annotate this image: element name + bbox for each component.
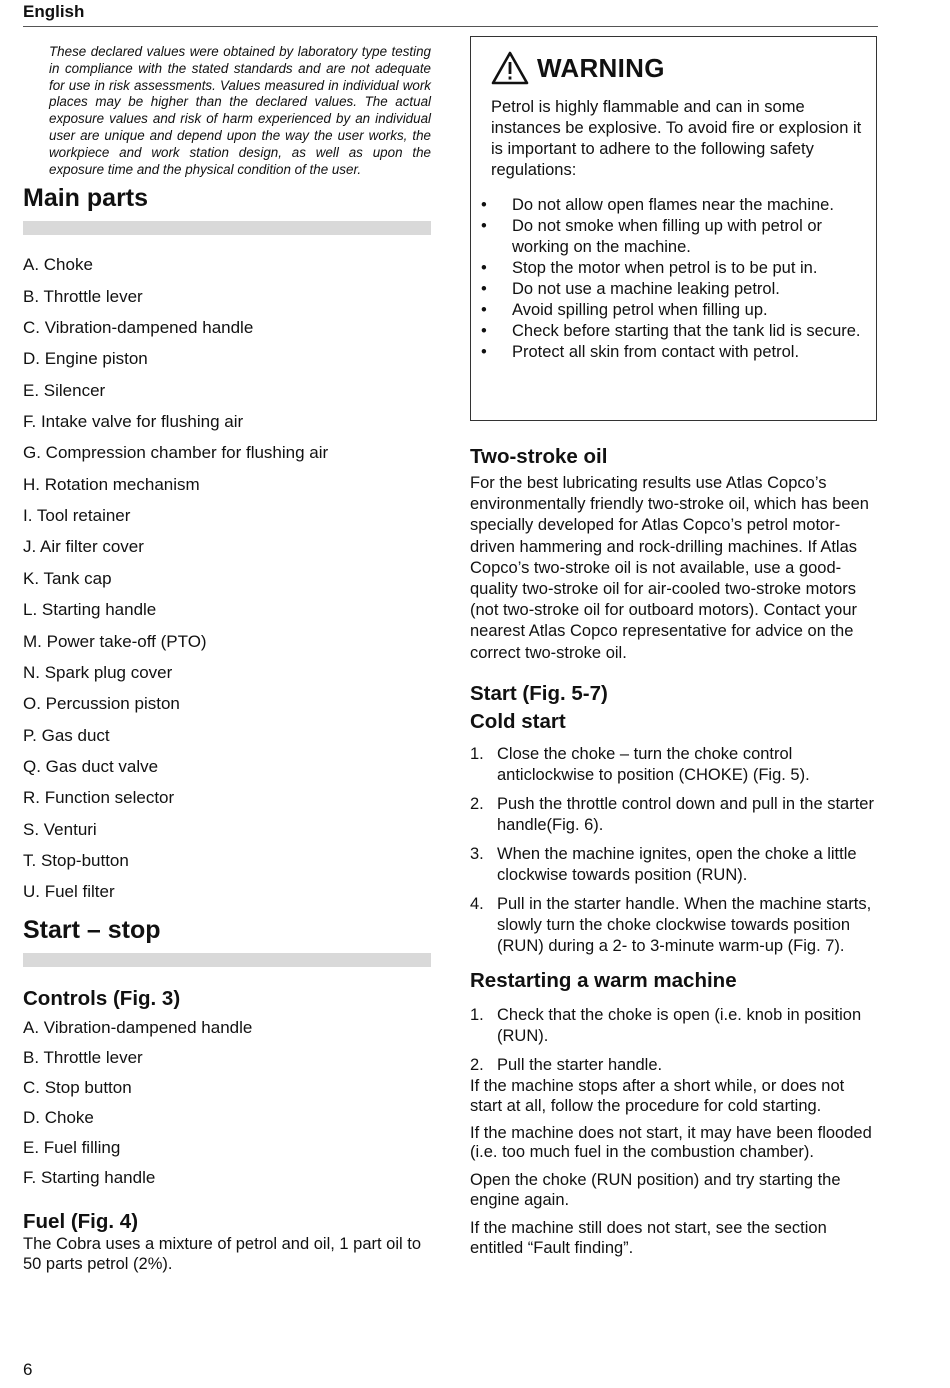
- list-item: O. Percussion piston: [23, 694, 180, 714]
- bullet-text: Protect all skin from contact with petrol.: [512, 343, 800, 361]
- list-item: M. Power take-off (PTO): [23, 631, 207, 651]
- list-item: [475, 342, 870, 363]
- list-item: K. Tank cap: [23, 568, 112, 588]
- restart-paragraph-1: If the machine stops after a short while, or does not start at all, follow the procedure for cold starting.: [470, 1076, 845, 1115]
- list-item: R. Function selector: [23, 788, 175, 808]
- list-item: [470, 794, 880, 836]
- list-item: D. Engine piston: [23, 349, 148, 369]
- list-item: [475, 216, 870, 258]
- start-stop-heading: Start – stop: [23, 915, 161, 944]
- bullet-icon: •: [481, 343, 487, 361]
- two-stroke-paragraph: For the best lubricating results use Atlas Copco’s environmentally friendly two-stroke oil, which has been specially developed for Atlas Copco’s petrol motor-driven hammering and rock-drilling machines. If Atlas Copco’s two-stroke oil is not available, use a good-quality two-stroke oil for air-cooled two-stroke motors (not two-stroke oil for outboard motors). Contact your nearest Atlas Copco representative for advice on the correct two-stroke oil.: [470, 474, 869, 662]
- restart-heading: Restarting a warm machine: [470, 968, 737, 992]
- list-item: C. Stop button: [23, 1077, 132, 1097]
- list-item: [470, 894, 880, 957]
- main-parts-list: [23, 255, 431, 913]
- list-item: E. Silencer: [23, 380, 106, 400]
- list-item: [475, 321, 870, 342]
- fuel-paragraph: The Cobra uses a mixture of petrol and oil, 1 part oil to 50 parts petrol (2%).: [23, 1234, 422, 1273]
- bullet-text: Stop the motor when petrol is to be put in.: [512, 259, 818, 277]
- list-item: C. Vibration-dampened handle: [23, 318, 254, 338]
- bullet-text: Do not allow open flames near the machine.: [512, 196, 834, 214]
- main-parts-section: [23, 184, 431, 913]
- restart-paragraph-3: Open the choke (RUN position) and try starting the engine again.: [470, 1170, 841, 1209]
- list-item: B. Throttle lever: [23, 1047, 143, 1067]
- page-number: 6: [23, 1360, 33, 1379]
- start-stop-section: [23, 916, 431, 967]
- list-item: E. Fuel filling: [23, 1137, 121, 1157]
- two-stroke-heading: Two-stroke oil: [470, 445, 608, 468]
- list-item: I. Tool retainer: [23, 506, 131, 526]
- list-item: F. Intake valve for flushing air: [23, 412, 244, 432]
- list-item: [475, 279, 870, 300]
- controls-section: [23, 987, 431, 1198]
- restart-section: [470, 969, 880, 1258]
- warning-bullet-list: [475, 195, 870, 363]
- intro-paragraph: These declared values were obtained by laboratory type testing in compliance with the stated standards and are not adequate for use in risk assessments. Values measured in individual work places may be higher than the declared values. The actual exposure values and risk of harm experienced by an individual user are unique and depend upon the way the user works, the workpiece and work station design, as well as upon the exposure time and the physical condition of the user.: [49, 44, 431, 177]
- list-item: B. Throttle lever: [23, 286, 143, 306]
- warning-title: WARNING: [537, 52, 665, 83]
- start-stop-bar: [23, 953, 431, 967]
- right-column: [470, 36, 880, 1258]
- list-item: G. Compression chamber for flushing air: [23, 443, 329, 463]
- bullet-icon: •: [481, 301, 487, 319]
- list-item: [475, 300, 870, 321]
- two-stroke-section: [470, 445, 880, 664]
- main-parts-heading: Main parts: [23, 184, 149, 213]
- list-item: [470, 744, 880, 786]
- step-text: Check that the choke is open (i.e. knob in position (RUN).: [497, 1005, 862, 1045]
- bullet-text: Do not smoke when filling up with petrol or working on the machine.: [512, 217, 822, 256]
- restart-paragraph-4: If the machine still does not start, see the section entitled “Fault finding”.: [470, 1218, 827, 1257]
- bullet-text: Avoid spilling petrol when filling up.: [512, 301, 768, 319]
- warning-title-row: [491, 51, 870, 85]
- list-item: A. Choke: [23, 255, 93, 275]
- list-item: [475, 258, 870, 279]
- step-text: Pull the starter handle.: [497, 1055, 663, 1074]
- step-number: 2.: [470, 794, 484, 813]
- step-text: Pull in the starter handle. When the machine starts, slowly turn the choke clockwise towards position (RUN) during a 2- to 3-minute warm-up (Fig. 7).: [497, 894, 872, 955]
- step-number: 2.: [470, 1055, 484, 1074]
- left-column: [23, 40, 431, 1274]
- bullet-icon: •: [481, 259, 487, 277]
- bullet-icon: •: [481, 196, 487, 214]
- list-item: T. Stop-button: [23, 850, 129, 870]
- controls-list: [23, 1018, 431, 1198]
- list-item: S. Venturi: [23, 819, 97, 839]
- list-item: L. Starting handle: [23, 600, 157, 620]
- bullet-text: Do not use a machine leaking petrol.: [512, 280, 780, 298]
- cold-start-heading: Cold start: [470, 709, 566, 733]
- step-number: 1.: [470, 744, 484, 763]
- list-item: [470, 1005, 880, 1047]
- step-text: When the machine ignites, open the choke a little clockwise towards position (RUN).: [497, 844, 857, 884]
- main-parts-bar: [23, 221, 431, 235]
- warning-triangle-icon: [491, 51, 529, 85]
- warning-box: [470, 36, 877, 421]
- list-item: F. Starting handle: [23, 1167, 156, 1187]
- step-text: Push the throttle control down and pull in the starter handle(Fig. 6).: [497, 794, 874, 834]
- fuel-section: [23, 1210, 431, 1274]
- list-item: H. Rotation mechanism: [23, 474, 200, 494]
- start-heading: Start (Fig. 5-7): [470, 681, 608, 705]
- list-item: A. Vibration-dampened handle: [23, 1017, 253, 1037]
- list-item: [475, 195, 870, 216]
- list-item: [470, 1055, 880, 1076]
- step-number: 3.: [470, 844, 484, 863]
- warning-text: Petrol is highly flammable and can in some instances be explosive. To avoid fire or explosion it is important to adhere to the following safety regulations:: [491, 98, 862, 179]
- cold-start-steps: [470, 744, 880, 957]
- fuel-heading: Fuel (Fig. 4): [23, 1209, 139, 1233]
- header-rule: [23, 26, 878, 27]
- start-section: [470, 682, 880, 957]
- bullet-icon: •: [481, 217, 487, 235]
- step-number: 4.: [470, 894, 484, 913]
- list-item: N. Spark plug cover: [23, 662, 173, 682]
- list-item: [470, 844, 880, 886]
- bullet-icon: •: [481, 322, 487, 340]
- list-item: J. Air filter cover: [23, 537, 144, 557]
- list-item: P. Gas duct: [23, 725, 110, 745]
- restart-paragraph-2: If the machine does not start, it may have been flooded (i.e. too much fuel in the combustion chamber).: [470, 1123, 872, 1161]
- bullet-text: Check before starting that the tank lid is secure.: [512, 322, 861, 340]
- step-number: 1.: [470, 1005, 484, 1024]
- restart-steps: [470, 1005, 880, 1076]
- list-item: U. Fuel filter: [23, 882, 115, 902]
- language-label: English: [23, 2, 85, 21]
- list-item: D. Choke: [23, 1107, 94, 1127]
- controls-heading: Controls (Fig. 3): [23, 986, 181, 1010]
- bullet-icon: •: [481, 280, 487, 298]
- step-text: Close the choke – turn the choke control anticlockwise to position (CHOKE) (Fig. 5).: [497, 744, 810, 784]
- list-item: Q. Gas duct valve: [23, 756, 159, 776]
